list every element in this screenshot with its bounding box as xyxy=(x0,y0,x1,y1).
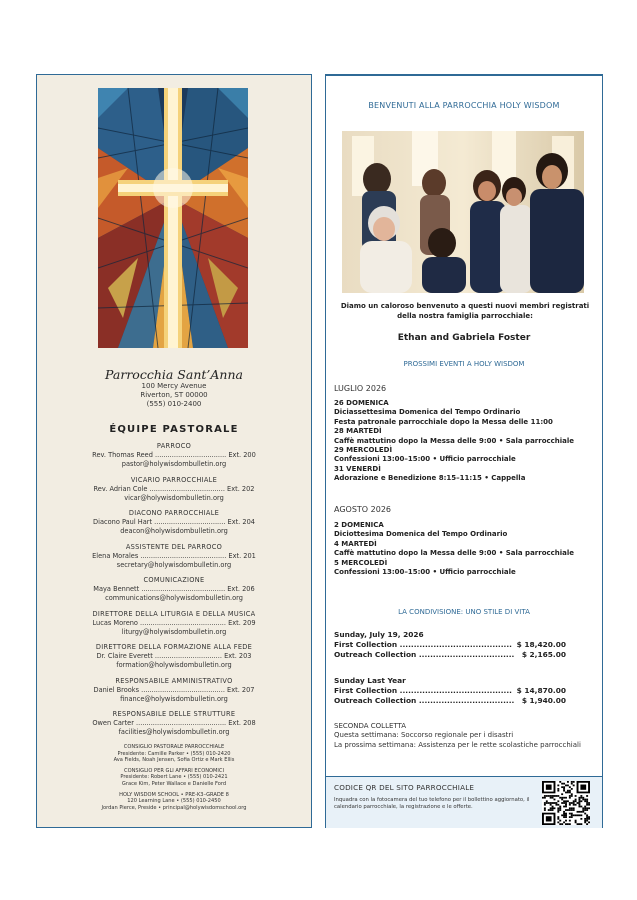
role-contact: Dr. Claire Everett ................................ Ext. 203 xyxy=(96,652,252,660)
staff-role xyxy=(37,476,311,503)
second-collection-title: SECONDA COLLETTA xyxy=(334,722,407,730)
org-line: Presidente: Camille Parker • (555) 010-2420 xyxy=(117,750,231,757)
role-email[interactable]: vicar@holywisdombulletin.org xyxy=(124,493,224,502)
collection-amount: $ 18,420.00 xyxy=(516,640,566,649)
second-collection-line: La prossima settimana: Assistenza per le rette scolastiche parrocchiali xyxy=(334,740,581,749)
org-line: Presidente: Robert Lane • (555) 010-2421 xyxy=(120,774,228,781)
org-line: Ava Fields, Noah Jensen, Sofia Ortiz e Mark Ellis xyxy=(113,757,235,764)
qr-code-icon[interactable] xyxy=(542,781,590,825)
events-heading: PROSSIMI EVENTI A HOLY WISDOM xyxy=(403,360,525,368)
parishioners-photo xyxy=(342,131,584,293)
parish-address xyxy=(37,382,311,409)
org-block xyxy=(37,792,311,812)
event-date: 4 MARTEDÌ xyxy=(334,539,377,548)
right-panel xyxy=(325,74,603,828)
org-title: CONSIGLIO PASTORALE PARROCCHIALE xyxy=(123,744,225,750)
role-title: PARROCO xyxy=(156,442,192,450)
phone-line: (555) 010-2400 xyxy=(146,400,202,408)
event-date: 28 MARTEDÌ xyxy=(334,427,382,436)
role-title: DIACONO PARROCCHIALE xyxy=(128,509,220,517)
role-email[interactable]: finance@holywisdombulletin.org xyxy=(120,694,228,703)
role-title: VICARIO PARROCCHIALE xyxy=(130,475,218,484)
welcome-message: Diamo un caloroso benvenuto a questi nuovi membri registrati della nostra famiglia parrocchiale: xyxy=(340,302,590,320)
role-contact: Lucas Moreno ......................................... Ext. 209 xyxy=(92,618,256,627)
address-line: Riverton, ST 00000 xyxy=(140,391,208,399)
events-list-july xyxy=(334,399,596,484)
role-email[interactable]: pastor@holywisdombulletin.org xyxy=(121,460,227,468)
councils-list xyxy=(37,744,311,815)
collection-amount: $ 2,165.00 xyxy=(521,650,566,659)
role-email[interactable]: deacon@holywisdombulletin.org xyxy=(120,527,228,535)
address-line: 100 Mercy Avenue xyxy=(141,382,207,390)
role-title: DIRETTORE DELLA FORMAZIONE ALLA FEDE xyxy=(95,643,253,651)
staff-role xyxy=(37,677,311,704)
new-members-names: Ethan and Gabriela Foster xyxy=(397,333,531,343)
event-date: 5 MERCOLEDÌ xyxy=(334,558,388,567)
qr-description: Inquadra con la fotocamera del tuo telefono per il bollettino aggiornato, il calendario parrocchiale, la registrazione e le offerte. xyxy=(334,797,530,810)
stained-glass-cross-image xyxy=(98,88,248,348)
collection-row xyxy=(334,650,566,660)
staff-role xyxy=(37,543,311,570)
role-email[interactable]: formation@holywisdombulletin.org xyxy=(116,661,232,669)
role-contact: Rev. Thomas Reed .................................. Ext. 200 xyxy=(92,451,256,459)
collection-label: First Collection ........................................ xyxy=(334,640,512,649)
collection-date: Sunday, July 19, 2026 xyxy=(334,630,424,639)
collection-date: Sunday Last Year xyxy=(334,676,406,685)
event-line: Confessioni 13:00–15:00 • Ufficio parrocchiale xyxy=(334,455,516,464)
role-title: ASSISTENTE DEL PARROCO xyxy=(125,542,223,551)
role-title: DIRETTORE DELLA LITURGIA E DELLA MUSICA xyxy=(92,609,256,618)
staff-role xyxy=(37,442,311,469)
qr-section xyxy=(326,776,602,828)
org-block xyxy=(37,768,311,788)
collection-label: Outreach Collection .................................. xyxy=(334,696,515,705)
role-email[interactable]: facilities@holywisdombulletin.org xyxy=(118,728,230,736)
second-collection-line: Questa settimana: Soccorso regionale per i disastri xyxy=(334,731,514,740)
event-date: 29 MERCOLEDÌ xyxy=(334,446,393,455)
org-title: CONSIGLIO PER GLI AFFARI ECONOMICI xyxy=(124,767,224,774)
staff-role xyxy=(37,576,311,603)
event-line: Adorazione e Benedizione 8:15–11:15 • Cappella xyxy=(334,474,526,483)
collection-label: Outreach Collection .................................. xyxy=(334,650,515,659)
org-title: HOLY WISDOM SCHOOL • PRE-K3–GRADE 8 xyxy=(119,791,229,798)
role-contact: Owen Carter ........................................... Ext. 208 xyxy=(92,719,256,727)
staff-role xyxy=(37,710,311,737)
collection-block xyxy=(334,676,566,706)
role-email[interactable]: communications@holywisdombulletin.org xyxy=(105,594,243,602)
role-email[interactable]: liturgy@holywisdombulletin.org xyxy=(121,627,227,636)
role-contact: Diacono Paul Hart .................................. Ext. 204 xyxy=(93,518,255,526)
collection-amount: $ 1,940.00 xyxy=(521,696,566,705)
event-line: Diciassettesima Domenica del Tempo Ordinario xyxy=(334,408,521,417)
role-title: RESPONSABILE DELLE STRUTTURE xyxy=(112,710,236,718)
event-date: 2 DOMENICA xyxy=(334,521,384,529)
role-title: COMUNICAZIONE xyxy=(143,576,205,584)
event-date: 26 DOMENICA xyxy=(334,399,389,407)
org-line: Grace Kim, Peter Wallace e Danielle Ford xyxy=(121,780,227,787)
role-contact: Daniel Brooks ........................................ Ext. 207 xyxy=(93,685,255,694)
events-list-august xyxy=(334,521,596,577)
team-title: ÉQUIPE PASTORALE xyxy=(109,424,239,435)
staff-role xyxy=(37,610,311,637)
second-collection xyxy=(334,722,584,750)
staff-role xyxy=(37,509,311,536)
collection-block xyxy=(334,630,566,660)
staff-list xyxy=(37,442,311,744)
parish-name: Parrocchia Sant’Anna xyxy=(105,367,243,382)
role-contact: Rev. Adrian Cole .................................... Ext. 202 xyxy=(93,484,255,493)
org-block xyxy=(37,744,311,764)
month-heading: AGOSTO 2026 xyxy=(334,505,391,514)
month-heading: LUGLIO 2026 xyxy=(334,384,387,393)
collection-row xyxy=(334,640,566,650)
org-line: Jordan Pierce, Preside • principal@holywisdomschool.org xyxy=(101,804,247,811)
role-contact: Elena Morales ......................................... Ext. 201 xyxy=(92,551,256,560)
collection-label: First Collection ........................................ xyxy=(334,686,512,695)
stewardship-heading: LA CONDIVISIONE: UNO STILE DI VITA xyxy=(398,608,530,616)
org-line: 120 Learning Lane • (555) 010-2450 xyxy=(127,798,221,805)
role-contact: Maya Bennett ........................................ Ext. 206 xyxy=(93,585,255,593)
role-title: RESPONSABILE AMMINISTRATIVO xyxy=(115,676,233,685)
qr-title: CODICE QR DEL SITO PARROCCHIALE xyxy=(334,783,475,792)
welcome-heading: BENVENUTI ALLA PARROCCHIA HOLY WISDOM xyxy=(368,101,560,110)
left-panel xyxy=(36,74,312,828)
event-date: 31 VENERDÌ xyxy=(334,464,381,473)
event-line: Confessioni 13:00–15:00 • Ufficio parrocchiale xyxy=(334,568,516,577)
staff-role xyxy=(37,643,311,670)
collection-amount: $ 14,870.00 xyxy=(516,686,566,695)
event-line: Diciottesima Domenica del Tempo Ordinario xyxy=(334,530,508,539)
role-email[interactable]: secretary@holywisdombulletin.org xyxy=(116,560,232,569)
event-line: Festa patronale parrocchiale dopo la Messa delle 11:00 xyxy=(334,417,553,426)
collection-row xyxy=(334,696,566,706)
event-line: Caffè mattutino dopo la Messa delle 9:00 • Sala parrocchiale xyxy=(334,436,575,445)
collection-row xyxy=(334,686,566,696)
event-line: Caffè mattutino dopo la Messa delle 9:00 • Sala parrocchiale xyxy=(334,549,575,558)
